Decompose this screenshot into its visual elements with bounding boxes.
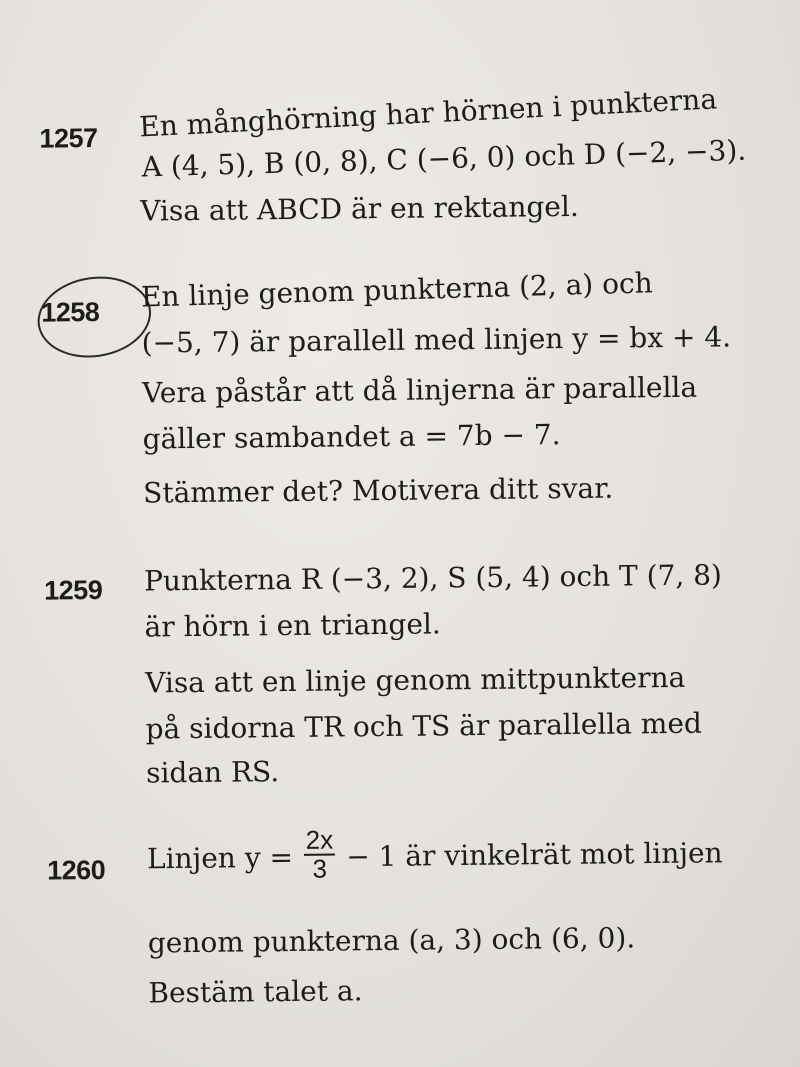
problem-text-line: genom punkterna (a, 3) och (6, 0).: [147, 921, 636, 960]
problem-number: 1259: [44, 574, 103, 606]
problem-text-line: Visa att ABCD är en rektangel.: [140, 189, 579, 228]
problem-number: 1258: [41, 296, 100, 328]
problem-text-line: Visa att en linje genom mittpunkterna: [144, 660, 686, 700]
problem-text-line: A (4, 5), B (0, 8), C (−6, 0) och D (−2, −3).: [141, 133, 747, 184]
problem-text-line: sidan RS.: [145, 755, 280, 790]
problem-text-line: [147, 826, 723, 889]
problem-text-line: Stämmer det? Motivera ditt svar.: [142, 471, 614, 510]
line-text: Linjen y =: [146, 840, 294, 876]
problem-text-line: (−5, 7) är parallell med linjen y = bx + 4.: [141, 320, 732, 360]
problem-number: 1260: [46, 854, 106, 886]
problem-text-line: En månghörning har hörnen i punkterna: [138, 82, 718, 144]
problem-number: 1257: [39, 122, 98, 154]
fraction: [304, 824, 336, 885]
problem-text-line: gäller sambandet a = 7b − 7.: [142, 418, 561, 456]
problem-text-line: på sidorna TR och TS är parallella med: [145, 706, 703, 746]
problem-text-line: Bestäm talet a.: [148, 974, 363, 1010]
problem-text-line: är hörn i en triangel.: [144, 607, 441, 644]
fraction-numerator: 2x: [304, 827, 336, 857]
problem-text-line: En linje genom punkterna (2, a) och: [140, 266, 654, 314]
fraction-denominator: 3: [312, 853, 328, 885]
problem-text-line: Punkterna R (−3, 2), S (5, 4) och T (7, 8): [143, 558, 723, 598]
problem-text-line: Vera påstår att då linjerna är parallella: [141, 370, 698, 410]
line-text: − 1 är vinkelrät mot linjen: [346, 836, 723, 874]
